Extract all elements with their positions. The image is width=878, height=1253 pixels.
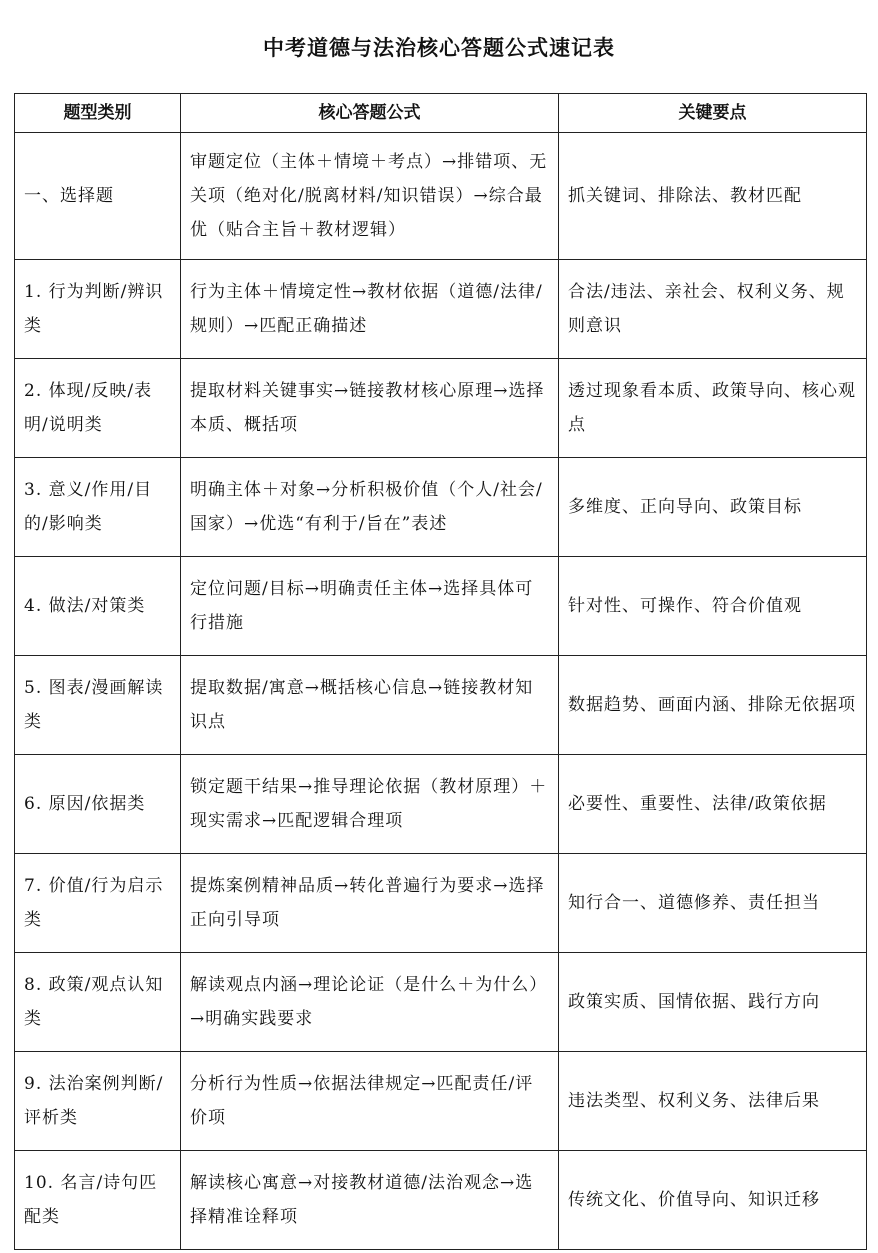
cell-question-type: 3. 意义/作用/目的/影响类: [15, 458, 181, 557]
cell-key-points: 违法类型、权利义务、法律后果: [559, 1052, 867, 1151]
cell-question-type: 一、选择题: [15, 133, 181, 260]
table-row: [15, 755, 867, 854]
cell-formula: 明确主体＋对象→分析积极价值（个人/社会/国家）→优选“有利于/旨在”表述: [181, 458, 559, 557]
table-row: [15, 953, 867, 1052]
table-row: [15, 557, 867, 656]
table-row: [15, 1052, 867, 1151]
cell-question-type: 6. 原因/依据类: [15, 755, 181, 854]
column-header-formula: 核心答题公式: [181, 94, 559, 133]
cell-formula: 提炼案例精神品质→转化普遍行为要求→选择正向引导项: [181, 854, 559, 953]
cell-key-points: 抓关键词、排除法、教材匹配: [559, 133, 867, 260]
cell-formula: 解读核心寓意→对接教材道德/法治观念→选择精准诠释项: [181, 1151, 559, 1250]
page-title: 中考道德与法治核心答题公式速记表: [263, 36, 615, 60]
cell-key-points: 透过现象看本质、政策导向、核心观点: [559, 359, 867, 458]
cell-key-points: 合法/违法、亲社会、权利义务、规则意识: [559, 260, 867, 359]
cell-key-points: 针对性、可操作、符合价值观: [559, 557, 867, 656]
cell-key-points: 多维度、正向导向、政策目标: [559, 458, 867, 557]
table-row: [15, 260, 867, 359]
cell-formula: 提取材料关键事实→链接教材核心原理→选择本质、概括项: [181, 359, 559, 458]
cell-key-points: 传统文化、价值导向、知识迁移: [559, 1151, 867, 1250]
cell-question-type: 8. 政策/观点认知类: [15, 953, 181, 1052]
cell-key-points: 政策实质、国情依据、践行方向: [559, 953, 867, 1052]
cell-key-points: 知行合一、道德修养、责任担当: [559, 854, 867, 953]
cell-question-type: 1. 行为判断/辨识类: [15, 260, 181, 359]
cell-formula: 审题定位（主体＋情境＋考点）→排错项、无关项（绝对化/脱离材料/知识错误）→综合最优（贴合主旨＋教材逻辑）: [181, 133, 559, 260]
table-row: [15, 1151, 867, 1250]
table-row: [15, 854, 867, 953]
cell-key-points: 必要性、重要性、法律/政策依据: [559, 755, 867, 854]
table-row: [15, 359, 867, 458]
table-header-row: [15, 94, 867, 133]
table-row: [15, 458, 867, 557]
cell-formula: 定位问题/目标→明确责任主体→选择具体可行措施: [181, 557, 559, 656]
cell-question-type: 5. 图表/漫画解读类: [15, 656, 181, 755]
column-header-points: 关键要点: [559, 94, 867, 133]
cell-question-type: 7. 价值/行为启示类: [15, 854, 181, 953]
cell-formula: 锁定题干结果→推导理论依据（教材原理）＋现实需求→匹配逻辑合理项: [181, 755, 559, 854]
formula-table: [14, 93, 867, 1250]
cell-formula: 行为主体＋情境定性→教材依据（道德/法律/规则）→匹配正确描述: [181, 260, 559, 359]
cell-key-points: 数据趋势、画面内涵、排除无依据项: [559, 656, 867, 755]
table-row: [15, 133, 867, 260]
cell-question-type: 10. 名言/诗句匹配类: [15, 1151, 181, 1250]
cell-question-type: 9. 法治案例判断/评析类: [15, 1052, 181, 1151]
table-row: [15, 656, 867, 755]
cell-question-type: 4. 做法/对策类: [15, 557, 181, 656]
cell-formula: 提取数据/寓意→概括核心信息→链接教材知识点: [181, 656, 559, 755]
column-header-type: 题型类别: [15, 94, 181, 133]
cell-question-type: 2. 体现/反映/表明/说明类: [15, 359, 181, 458]
cell-formula: 分析行为性质→依据法律规定→匹配责任/评价项: [181, 1052, 559, 1151]
cell-formula: 解读观点内涵→理论论证（是什么＋为什么）→明确实践要求: [181, 953, 559, 1052]
